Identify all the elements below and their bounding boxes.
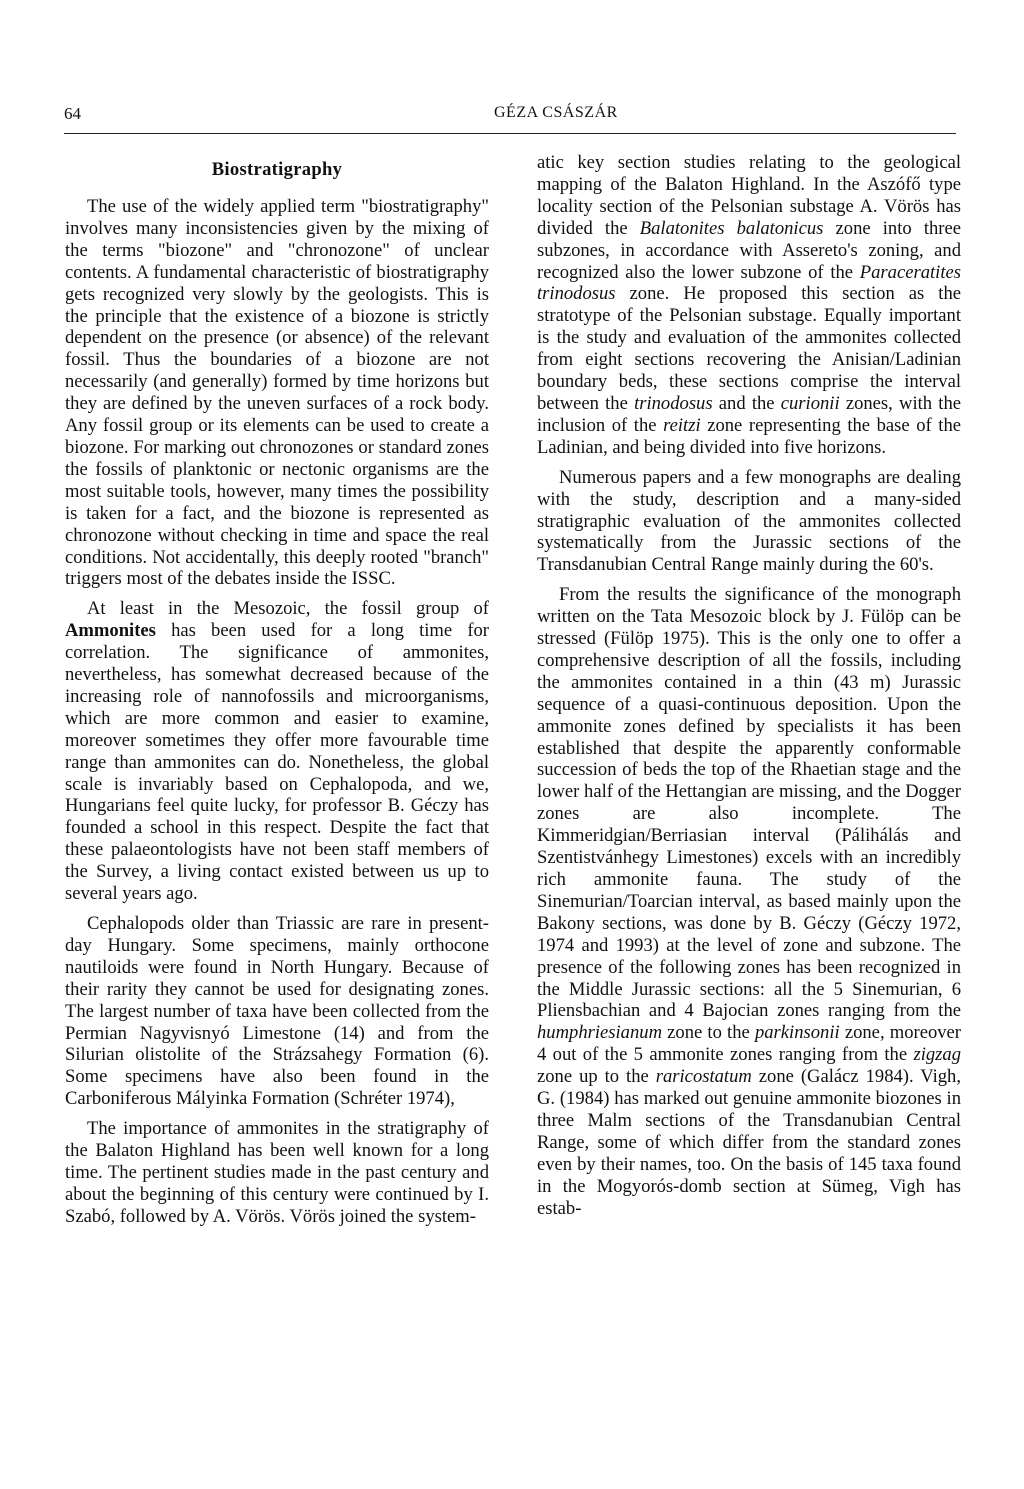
text-run: zone to the <box>662 1022 755 1044</box>
text-run: zone. He proposed this section as the stratotype of the Pelsonian substage. Equally important is the study and evaluation of the ammonites collected from eight sections recovering the Anisian/Ladinian boundary beds, these sections comprise the interval between the <box>537 283 961 414</box>
paragraph-ammonites <box>65 598 489 905</box>
page-number: 64 <box>64 104 81 123</box>
italic-term: Paraceratites trinodosus <box>537 261 961 305</box>
italic-term: Balatonites balatonicus <box>639 217 824 239</box>
text-run: zone up to the <box>537 1066 656 1088</box>
text-run: zone (Galácz 1984). Vigh, G. (1984) has marked out genuine ammonite biozones in three Malm sections of the Transdanubian Central Range, some of which differ from the standard zones even by their names, too. On the basis of 145 taxa found in the Mogyorós-domb section at Sümeg, Vigh has estab- <box>537 1066 962 1219</box>
text-run: zone, moreover 4 out of the 5 ammonite zones ranging from the <box>537 1022 961 1066</box>
paragraph-continuation <box>537 152 961 459</box>
italic-term: raricostatum <box>655 1066 752 1088</box>
italic-term: zigzag <box>913 1044 961 1066</box>
header-rule <box>64 133 956 134</box>
italic-term: parkinsonii <box>754 1022 840 1044</box>
right-column <box>537 152 961 1228</box>
paragraph-cephalopods: Cephalopods older than Triassic are rare in present-day Hungary. Some specimens, mainly orthocone nautiloids were found in North Hungary. Because of their rarity they cannot be used for designating zones. The largest number of taxa have been collected from the Permian Nagyvisnyó Limestone (14) and from the Silurian olistolite of the Strázsahegy Formation (6). Some specimens have also been found in the Carboniferous Mályinka Formation (Schréter 1974), <box>65 913 489 1110</box>
page-header <box>64 104 956 128</box>
paragraph-monographs: Numerous papers and a few monographs are dealing with the study, description and a many-sided stratigraphic evaluation of the ammonites collected systematically from the Jurassic sections of the Transdanubian Central Range mainly during the 60's. <box>537 466 961 576</box>
text-run: atic key section studies relating to the geological mapping of the Balaton Highland. In the Aszófő type locality section of the Pelsonian substage A. Vörös has divided the <box>537 152 961 239</box>
italic-term: trinodosus <box>634 392 713 414</box>
italic-term: humphriesianum <box>537 1022 662 1044</box>
running-head: GÉZA CSÁSZÁR <box>494 104 618 121</box>
text-run: zone into three subzones, in accordance with Assereto's zoning, and recognized also the lower subzone of the <box>537 217 961 283</box>
paragraph-tata <box>537 584 961 1219</box>
section-title: Biostratigraphy <box>211 159 343 180</box>
text-run: At least in the Mesozoic, the fossil group of <box>87 598 489 620</box>
bold-term: Ammonites <box>65 620 156 642</box>
text-run: and the <box>712 392 781 414</box>
text-run: zone representing the base of the Ladinian, and being divided into five horizons. <box>537 414 961 458</box>
text-run: From the results the significance of the monograph written on the Tata Mesozoic block by J. Fülöp can be stressed (Fülöp 1975). This is the only one to offer a comprehensive description of all the fossils, including the ammonites contained in a thin (43 m) Jurassic sequence of a quasi-continuous deposition. Upon the ammonite zones defined by specialists it has been established that despite the apparently conformable succession of beds the top of the Rhaetian stage and the lower half of the Hettangian are missing, and the Dogger zones are also incomplete. The Kimmeridgian/Berriasian interval (Pálihálás and Szentistvánhegy Limestones) excels with an incredibly rich ammonite fauna. The study of the Sinemurian/Toarcian interval, as based mainly upon the Bakony sections, was done by B. Géczy (Géczy 1972, 1974 and 1993) at the level of zone and subzone. The presence of the following zones has been recognized in the Middle Jurassic sections: all the 5 Sinemurian, 6 Pliensbachian and 4 Bajocian zones ranging from the <box>537 584 961 1022</box>
text-run: has been used for a long time for correlation. The significance of ammonites, nevertheless, has somewhat decreased because of the increasing role of nannofossils and microorganisms, which are more common and easier to examine, moreover sometimes they offer more favourable time range than ammonites can do. Nonetheless, the global scale is invariably based on Cephalopoda, and we, Hungarians feel quite lucky, for professor B. Géczy has founded a school in this respect. Despite the fact that these palaeontologists have not been staff members of the Survey, a living contact existed between us up to several years ago. <box>65 620 489 905</box>
text-run: zones, with the inclusion of the <box>537 392 961 436</box>
paragraph-balaton: The importance of ammonites in the stratigraphy of the Balaton Highland has been well known for a long time. The pertinent studies made in the past century and about the beginning of this century were continued by I. Szabó, followed by A. Vörös. Vörös joined the system- <box>65 1118 489 1227</box>
italic-term: curionii <box>780 392 840 414</box>
italic-term: reitzi <box>663 414 701 436</box>
paragraph-biostratigraphy: The use of the widely applied term "biostratigraphy" involves many inconsistencies given by the mixing of the terms "biozone" and "chronozone" of unclear contents. A fundamental characteristic of biostratigraphy gets recognized very slowly by the geologists. This is the principle that the existence of a biozone is strictly dependent on the presence (or absence) of the relevant fossil. Thus the boundaries of a biozone are not necessarily (and generally) formed by time horizons but they are defined by the uneven surfaces of a rock body. Any fossil group or its elements can be used to create a biozone. For marking out chronozones or standard zones the fossils of planktonic or nectonic organisms are the most suitable tools, however, many times the possibility is taken for a fact, and the biozone is represented as chronozone without checking in time and space the real conditions. Not accidentally, this deeply rooted "branch" triggers most of the debates inside the ISSC. <box>65 196 489 590</box>
left-column <box>65 152 489 1236</box>
